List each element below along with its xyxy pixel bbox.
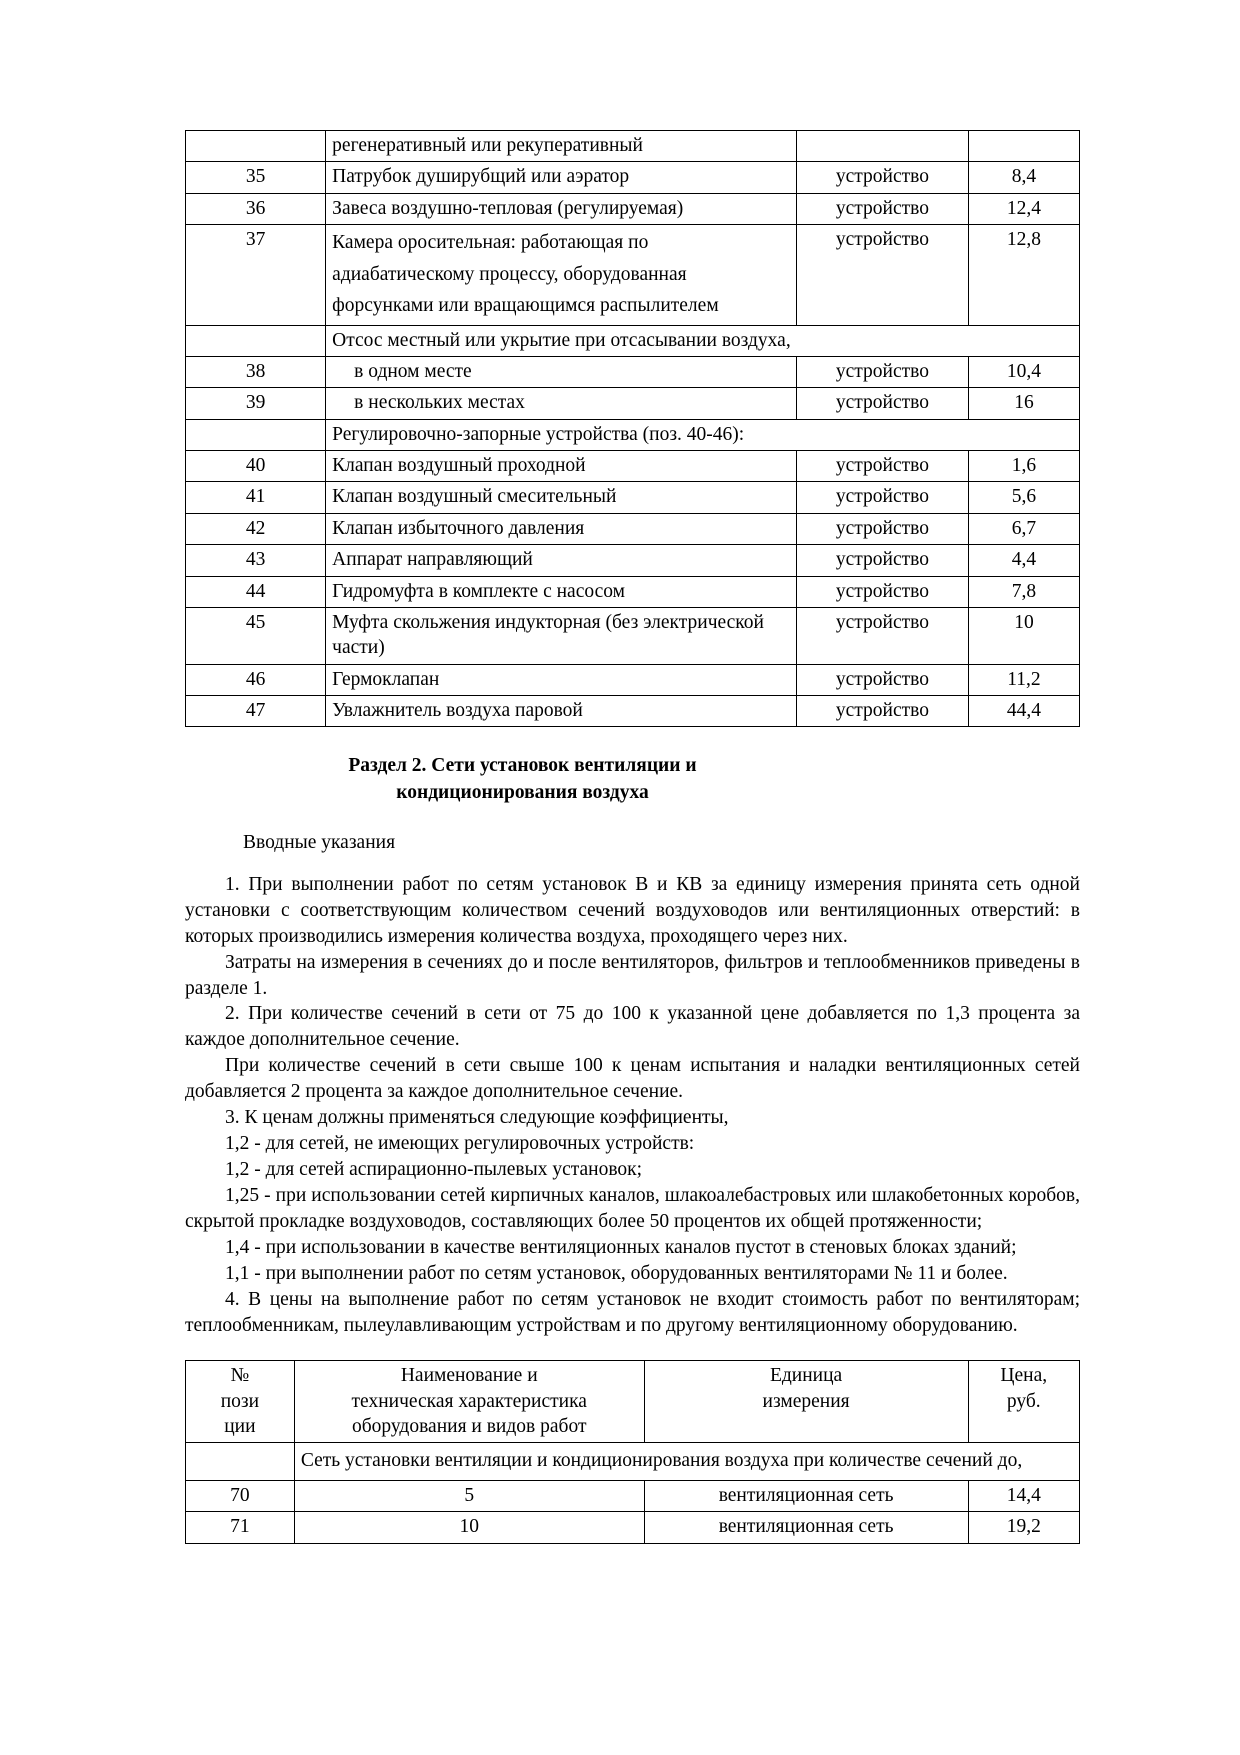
row-price: 14,4: [968, 1481, 1079, 1512]
table-row: [186, 664, 1080, 695]
row-unit: устройство: [796, 664, 968, 695]
table-header-row: [186, 1361, 1080, 1443]
row-name: Муфта скольжения индукторная (без электрической части): [326, 607, 797, 664]
row-number: 35: [186, 162, 326, 193]
table-body: [186, 131, 1080, 727]
row-price: 16: [968, 388, 1079, 419]
table-row: [186, 1512, 1080, 1543]
table-row: [186, 576, 1080, 607]
section-heading-line1: Раздел 2. Сети установок вентиляции и: [348, 755, 697, 777]
header-line: руб.: [1006, 1390, 1041, 1412]
header-line: измерения: [762, 1390, 850, 1412]
row-name: Клапан воздушный смесительный: [326, 482, 797, 513]
row-name: Патрубок душирубщий или аэратор: [326, 162, 797, 193]
table-row: [186, 357, 1080, 388]
header-line: ции: [224, 1416, 256, 1438]
header-line: Цена,: [1000, 1365, 1048, 1387]
row-number: 38: [186, 357, 326, 388]
row-unit: устройство: [796, 607, 968, 664]
paragraph: 1. При выполнении работ по сетям установок В и КВ за единицу измерения принята сеть одной установки с соответствующим количеством сечений воздуховодов или вентиляционных отверстий: в которых производились измерения количества воздуха, проходящего через них.: [185, 873, 1080, 947]
row-number: [186, 419, 326, 450]
row-name: Аппарат направляющий: [326, 545, 797, 576]
header-line: пози: [220, 1390, 260, 1412]
row-price: [968, 131, 1079, 162]
row-name: в одном месте: [326, 357, 797, 388]
row-name: Гермоклапан: [326, 664, 797, 695]
row-name: регенеративный или рекуперативный: [326, 131, 797, 162]
row-price: 7,8: [968, 576, 1079, 607]
table-row: [186, 131, 1080, 162]
row-number: 40: [186, 451, 326, 482]
paragraph: 1,4 - при использовании в качестве вентиляционных каналов пустот в стеновых блоках зданий;: [225, 1236, 1017, 1258]
table-row: [186, 695, 1080, 726]
row-number: 39: [186, 388, 326, 419]
row-name: в нескольких местах: [326, 388, 797, 419]
row-name: 10: [294, 1512, 644, 1543]
row-unit: [796, 131, 968, 162]
row-unit: устройство: [796, 225, 968, 326]
row-unit: устройство: [796, 576, 968, 607]
row-unit: устройство: [796, 388, 968, 419]
subsection-heading: Вводные указания: [243, 831, 396, 853]
row-name: Камера оросительная: работающая по адиабатическому процессу, оборудованная форсунками или вращающимся распылителем: [326, 225, 797, 326]
network-price-table: [185, 1360, 1080, 1543]
row-price: 19,2: [968, 1512, 1079, 1543]
paragraph: 1,2 - для сетей аспирационно-пылевых установок;: [225, 1159, 643, 1180]
paragraph: Затраты на измерения в сечениях до и после вентиляторов, фильтров и теплообменников приведены в разделе 1.: [185, 951, 1080, 999]
row-unit: устройство: [796, 193, 968, 224]
header-line: оборудования и видов работ: [351, 1416, 587, 1438]
row-price: 6,7: [968, 513, 1079, 544]
paragraph: 1,2 - для сетей, не имеющих регулировочных устройств:: [225, 1133, 695, 1155]
header-line: Единица: [769, 1365, 843, 1387]
table-row: [186, 193, 1080, 224]
row-number: 43: [186, 545, 326, 576]
row-number: 71: [186, 1512, 295, 1543]
header-unit: [644, 1361, 968, 1443]
row-unit: устройство: [796, 451, 968, 482]
row-name: Гидромуфта в комплекте с насосом: [326, 576, 797, 607]
row-number: 70: [186, 1481, 295, 1512]
row-name: Клапан избыточного давления: [326, 513, 797, 544]
table-row: [186, 162, 1080, 193]
row-price: 11,2: [968, 664, 1079, 695]
row-unit: вентиляционная сеть: [644, 1512, 968, 1543]
row-number: 47: [186, 695, 326, 726]
row-unit: устройство: [796, 513, 968, 544]
header-line: техническая характеристика: [351, 1390, 587, 1412]
table-row: [186, 482, 1080, 513]
header-line: Наименование и: [400, 1365, 538, 1387]
row-unit: устройство: [796, 357, 968, 388]
row-price: 1,6: [968, 451, 1079, 482]
header-price: [968, 1361, 1079, 1443]
paragraph: 1,1 - при выполнении работ по сетям установок, оборудованных вентиляторами № 11 и более.: [225, 1262, 1008, 1284]
row-price: 10: [968, 607, 1079, 664]
table-row: [186, 225, 1080, 326]
group-title: Сеть установки вентиляции и кондиционирования воздуха при количестве сечений до,: [294, 1443, 1079, 1481]
row-unit: устройство: [796, 545, 968, 576]
row-name: Завеса воздушно-тепловая (регулируемая): [326, 193, 797, 224]
header-position: [186, 1361, 295, 1443]
row-number: 36: [186, 193, 326, 224]
paragraph: 2. При количестве сечений в сети от 75 до 100 к указанной цене добавляется по 1,3 процента за каждое дополнительное сечение.: [185, 1003, 1080, 1051]
paragraph: При количестве сечений в сети свыше 100 к ценам испытания и наладки вентиляционных сетей добавляется 2 процента за каждое дополнительное сечение.: [185, 1055, 1080, 1103]
table-row: [186, 513, 1080, 544]
row-price: 44,4: [968, 695, 1079, 726]
paragraph: 1,25 - при использовании сетей кирпичных каналов, шлакоалебастровых или шлакобетонных коробов, скрытой прокладке воздуховодов, составляющих более 50 процентов их общей протяженности;: [185, 1184, 1080, 1232]
row-name: 5: [294, 1481, 644, 1512]
section-heading: [185, 753, 1080, 806]
paragraph: 4. В цены на выполнение работ по сетям установок не входит стоимость работ по вентиляторам; теплообменникам, пылеулавливающим устройствам и по другому вентиляционному оборудованию.: [185, 1288, 1080, 1336]
table-row: [186, 607, 1080, 664]
table-row: [186, 545, 1080, 576]
row-name: Клапан воздушный проходной: [326, 451, 797, 482]
row-price: 10,4: [968, 357, 1079, 388]
row-unit: устройство: [796, 695, 968, 726]
row-price: 12,4: [968, 193, 1079, 224]
row-unit: устройство: [796, 162, 968, 193]
row-unit: устройство: [796, 482, 968, 513]
row-name: Увлажнитель воздуха паровой: [326, 695, 797, 726]
table-row: [186, 1481, 1080, 1512]
table-group-row: [186, 419, 1080, 450]
row-number: [186, 1443, 295, 1481]
header-name: [294, 1361, 644, 1443]
paragraph: 3. К ценам должны применяться следующие коэффициенты,: [225, 1107, 729, 1129]
row-number: 42: [186, 513, 326, 544]
row-number: [186, 131, 326, 162]
row-number: 45: [186, 607, 326, 664]
row-price: 5,6: [968, 482, 1079, 513]
group-title: Регулировочно-запорные устройства (поз. 40-46):: [326, 419, 1080, 450]
header-line: №: [230, 1365, 250, 1387]
row-number: [186, 325, 326, 356]
row-number: 46: [186, 664, 326, 695]
table-body: [186, 1361, 1080, 1543]
row-unit: вентиляционная сеть: [644, 1481, 968, 1512]
section-heading-line2: кондиционирования воздуха: [396, 781, 649, 803]
table-row: [186, 388, 1080, 419]
row-price: 4,4: [968, 545, 1079, 576]
group-title: Отсос местный или укрытие при отсасывании воздуха,: [326, 325, 1080, 356]
equipment-price-table-continued: [185, 130, 1080, 727]
row-number: 41: [186, 482, 326, 513]
table-row: [186, 451, 1080, 482]
row-price: 12,8: [968, 225, 1079, 326]
table-group-row: [186, 325, 1080, 356]
row-number: 37: [186, 225, 326, 326]
row-number: 44: [186, 576, 326, 607]
table-group-row: [186, 1443, 1080, 1481]
row-price: 8,4: [968, 162, 1079, 193]
